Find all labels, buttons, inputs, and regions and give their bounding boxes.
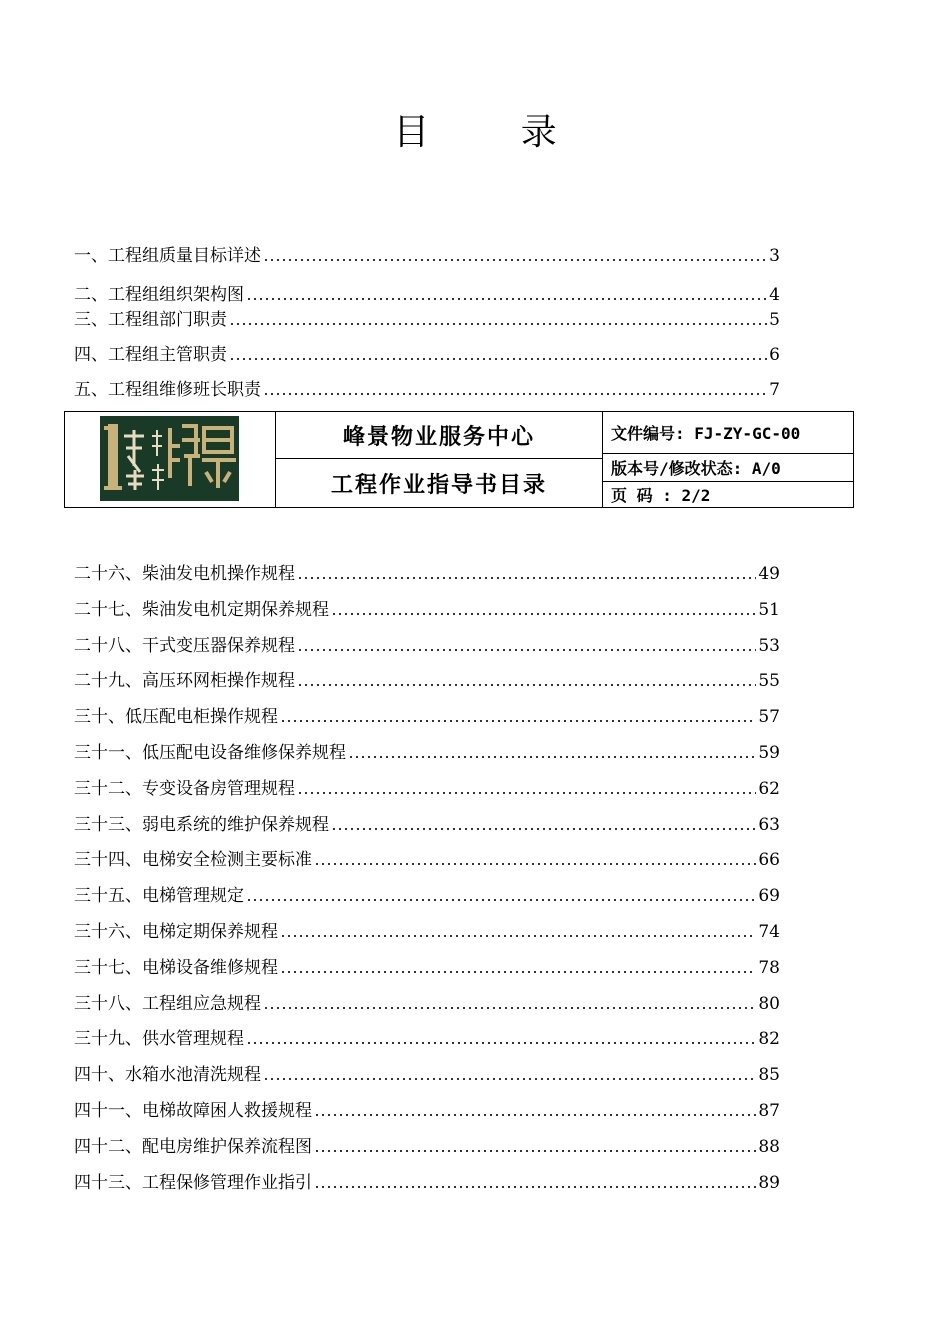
toc-entry-page: 51 [758,599,780,620]
toc-entry-page: 53 [758,635,780,656]
toc-entry [74,1063,780,1087]
toc-entry-title: 三十四、电梯安全检测主要标准 [74,850,312,871]
toc-leader-dots [297,684,756,686]
toc-entry-title: 三十九、供水管理规程 [74,1029,244,1050]
toc-leader-dots [348,756,756,758]
toc-leader-dots [314,863,756,865]
toc-leader-dots [280,971,756,973]
page-title: 目 录 [393,112,597,153]
toc-leader-dots [229,358,767,360]
toc-entry-title: 三十七、电梯设备维修规程 [74,957,278,978]
toc-entry-title: 三十、低压配电柜操作规程 [74,707,278,728]
toc-entry-title: 三十一、低压配电设备维修保养规程 [74,743,346,763]
toc-entry-page: 66 [758,850,780,871]
toc-leader-dots [263,1078,756,1080]
company-logo [100,416,239,501]
toc-entry [74,777,780,801]
toc-entry [74,343,780,367]
toc-entry [74,1171,780,1195]
toc-entry-page: 59 [758,743,780,763]
toc-entry-title: 三十二、专变设备房管理规程 [74,778,295,799]
toc-entry-title: 三十三、弱电系统的维护保养规程 [74,814,329,835]
company-name: 峰景物业服务中心 [276,412,603,459]
toc-entry [74,956,780,980]
version-status: 版本号/修改状态: A/0 [603,454,853,482]
document-title: 工程作业指导书目录 [276,459,603,507]
toc-entry-title: 三十六、电梯定期保养规程 [74,922,278,942]
toc-entry [74,1135,780,1159]
document-header-table [64,411,854,508]
toc-entry [74,848,780,872]
toc-leader-dots [314,1150,756,1152]
toc-leader-dots [314,1186,756,1188]
toc-entry [74,1027,780,1051]
toc-leader-dots [229,323,767,325]
toc-entry-title: 五、工程组维修班长职责 [74,380,261,400]
toc-entry [74,920,780,944]
logo-emblem-icon [100,416,239,501]
toc-entry-page: 78 [758,957,780,978]
toc-entry-page: 57 [758,707,780,728]
toc-entry-title: 三十八、工程组应急规程 [74,993,261,1014]
toc-entry-page: 5 [769,310,780,330]
toc-entry [74,634,780,658]
toc-entry-page: 6 [769,345,780,365]
toc-leader-dots [280,935,756,937]
toc-entry-page: 82 [758,1029,780,1050]
toc-entry-page: 63 [758,814,780,835]
toc-leader-dots [263,1007,756,1009]
toc-entry [74,813,780,837]
toc-entry-title: 二十九、高压环网柜操作规程 [74,671,295,692]
toc-entry-title: 四十一、电梯故障困人救援规程 [74,1101,312,1121]
toc-entry-title: 二、工程组组织架构图 [74,285,244,305]
toc-entry [74,741,780,765]
toc-entry-title: 三、工程组部门职责 [74,310,227,330]
toc-entry-title: 四十三、工程保修管理作业指引 [74,1172,312,1193]
toc-entry-page: 74 [758,922,780,942]
toc-entry-title: 三十五、电梯管理规定 [74,886,244,907]
toc-entry-page: 3 [769,246,780,266]
toc-entry-page: 80 [758,993,780,1014]
toc-entry [74,244,780,268]
toc-entry [74,992,780,1016]
toc-leader-dots [331,613,756,615]
toc-entry [74,1099,780,1123]
toc-leader-dots [314,1114,756,1116]
toc-leader-dots [246,298,767,300]
toc-leader-dots [331,828,756,830]
toc-entry-page: 89 [758,1172,780,1193]
toc-entry-page: 85 [758,1065,780,1086]
toc-leader-dots [263,393,767,395]
toc-entry [74,378,780,402]
toc-entry [74,562,780,586]
toc-leader-dots [297,649,756,651]
toc-entry [74,598,780,622]
toc-entry [74,884,780,908]
page-number: 页 码 : 2/2 [611,486,711,505]
toc-entry-page: 55 [758,671,780,692]
toc-entry-page: 69 [758,886,780,907]
toc-entry [74,705,780,729]
logo-cell [65,412,276,507]
toc-leader-dots [246,899,756,901]
toc-entry-title: 二十七、柴油发电机定期保养规程 [74,599,329,620]
toc-leader-dots [280,720,756,722]
toc-entry [74,669,780,693]
toc-entry-title: 四十、水箱水池清洗规程 [74,1065,261,1086]
toc-entry-page: 4 [769,285,780,305]
toc-entry-page: 88 [758,1136,780,1157]
toc-leader-dots [246,1042,756,1044]
toc-entry-page: 62 [758,778,780,799]
toc-leader-dots [263,259,767,261]
toc-entry-title: 二十八、干式变压器保养规程 [74,635,295,656]
toc-entry-page: 49 [758,564,780,584]
toc-entry-title: 四十二、配电房维护保养流程图 [74,1136,312,1157]
toc-entry-title: 二十六、柴油发电机操作规程 [74,564,295,584]
toc-leader-dots [297,577,756,579]
toc-entry [74,308,780,332]
toc-entry-page: 7 [769,380,780,400]
toc-entry-title: 四、工程组主管职责 [74,345,227,365]
toc-entry-title: 一、工程组质量目标详述 [74,246,261,266]
toc-leader-dots [297,792,756,794]
toc-entry [74,283,780,307]
toc-entry-page: 87 [758,1101,780,1121]
file-number: 文件编号: FJ-ZY-GC-00 [603,412,853,454]
